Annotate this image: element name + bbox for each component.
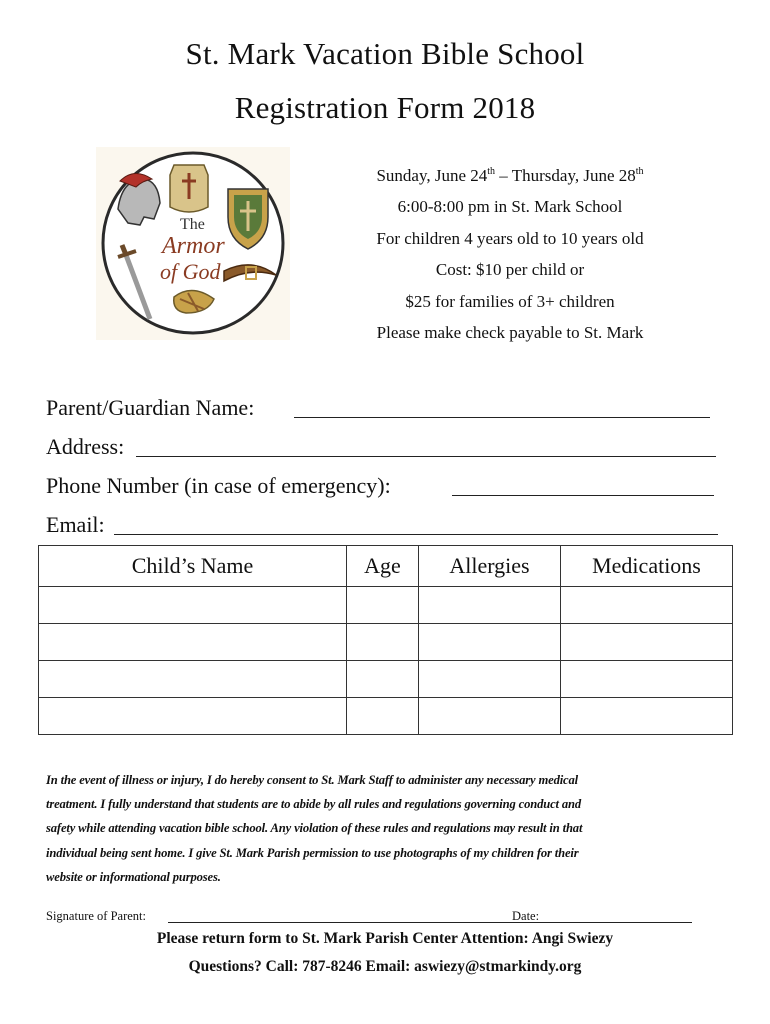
consent-line: website or informational purposes. — [46, 869, 221, 884]
table-row — [39, 661, 733, 698]
event-family-cost: $25 for families of 3+ children — [405, 291, 615, 311]
allergies-cell[interactable] — [419, 587, 561, 624]
medications-cell[interactable] — [561, 661, 733, 698]
armor-of-god-illustration — [96, 147, 290, 340]
consent-paragraph — [46, 768, 718, 889]
event-ages: For children 4 years old to 10 years old — [376, 228, 644, 248]
parent-name-line[interactable] — [294, 397, 710, 418]
breastplate-icon — [170, 165, 208, 212]
event-cost: Cost: $10 per child or — [435, 260, 585, 280]
event-payment: Please make check payable to St. Mark — [376, 322, 644, 342]
table-row — [39, 698, 733, 735]
phone-label: Phone Number (in case of emergency): — [46, 473, 391, 498]
consent-line: individual being sent home. I give St. Mark Parish permission to use photographs of my children for their — [46, 845, 579, 860]
date-line[interactable] — [550, 907, 692, 923]
medications-cell[interactable] — [561, 698, 733, 735]
consent-line: treatment. I fully understand that students are to abide by all rules and regulations governing conduct and — [46, 797, 582, 812]
medications-cell[interactable] — [561, 587, 733, 624]
signature-row — [46, 905, 706, 927]
child-name-cell[interactable] — [39, 624, 347, 661]
table-header-row — [39, 546, 733, 587]
children-table — [38, 545, 733, 735]
age-cell[interactable] — [347, 698, 419, 735]
logo-text-the: The — [180, 216, 205, 233]
child-name-cell[interactable] — [39, 698, 347, 735]
email-label: Email: — [46, 512, 105, 537]
table-row — [39, 587, 733, 624]
signature-label: Signature of Parent: — [46, 909, 146, 923]
form-title-line1: St. Mark Vacation Bible School — [185, 36, 585, 71]
age-cell[interactable] — [347, 661, 419, 698]
return-instructions: Please return form to St. Mark Parish Center Attention: Angi Swiezy — [156, 930, 614, 947]
form-title-line2: Registration Form 2018 — [234, 90, 536, 125]
phone-line[interactable] — [452, 475, 714, 496]
address-label: Address: — [46, 434, 125, 459]
allergies-cell[interactable] — [419, 698, 561, 735]
signature-line[interactable] — [168, 907, 552, 923]
age-cell[interactable] — [347, 587, 419, 624]
consent-line: In the event of illness or injury, I do hereby consent to St. Mark Staff to administer any necessary medical — [46, 773, 578, 787]
armor-of-god-logo — [96, 147, 290, 340]
address-line[interactable] — [136, 436, 716, 457]
allergies-cell[interactable] — [419, 661, 561, 698]
table-row — [39, 624, 733, 661]
email-line[interactable] — [114, 514, 718, 535]
allergies-cell[interactable] — [419, 624, 561, 661]
header-childs-name: Child’s Name — [39, 546, 347, 587]
consent-line: safety while attending vacation bible school. Any violation of these rules and regulations may result in that — [46, 821, 583, 836]
header-allergies: Allergies — [419, 546, 561, 587]
child-name-cell[interactable] — [39, 661, 347, 698]
header-age: Age — [347, 546, 419, 587]
event-time-location: 6:00-8:00 pm in St. Mark School — [397, 197, 623, 217]
age-cell[interactable] — [347, 624, 419, 661]
logo-text-of-god: of God — [160, 259, 221, 284]
contact-info: Questions? Call: 787-8246 Email: aswiezy@stmarkindy.org — [188, 958, 582, 975]
parent-name-label: Parent/Guardian Name: — [46, 395, 255, 420]
header-medications: Medications — [561, 546, 733, 587]
date-label: Date: — [512, 909, 540, 923]
event-dates: Sunday, June 24th – Thursday, June 28th — [376, 166, 644, 185]
child-name-cell[interactable] — [39, 587, 347, 624]
event-info — [330, 160, 690, 348]
medications-cell[interactable] — [561, 624, 733, 661]
logo-text-armor: Armor — [162, 233, 225, 259]
